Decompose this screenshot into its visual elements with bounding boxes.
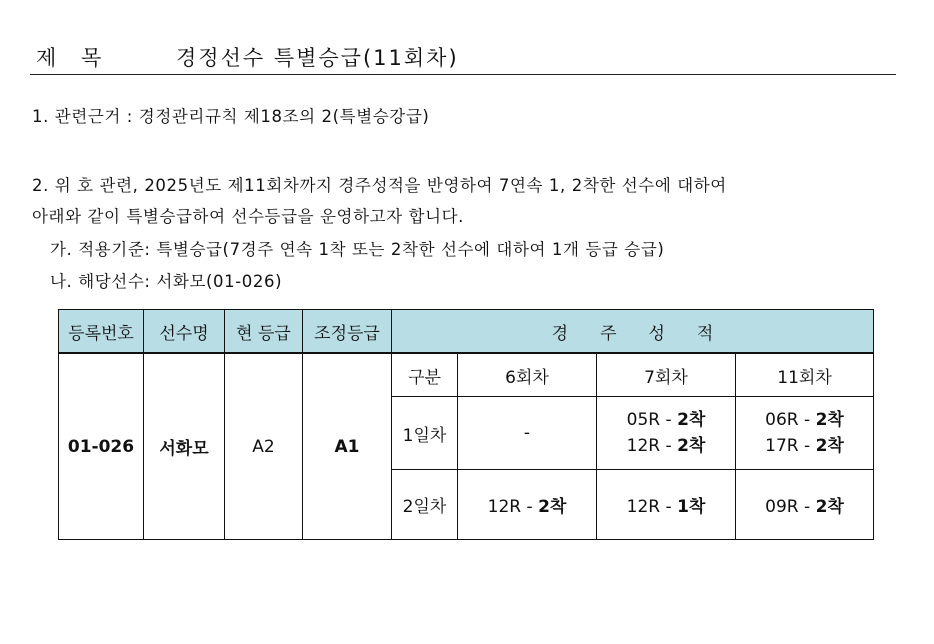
day-1-round-6: - <box>458 397 597 470</box>
header-current-grade: 현 등급 <box>225 310 303 354</box>
purpose-line-2: 아래와 같이 특별승급하여 선수등급을 운영하고자 합니다. <box>32 207 465 226</box>
day-1-label: 1일차 <box>392 397 458 470</box>
document-title <box>30 36 896 75</box>
header-race-results-text: 경주성적 <box>551 323 746 344</box>
promotion-table <box>58 309 874 540</box>
header-reg-no: 등록번호 <box>59 310 144 354</box>
race-result: 17R - 2착 <box>765 436 844 456</box>
header-new-grade: 조정등급 <box>303 310 392 354</box>
header-player-name: 선수명 <box>144 310 225 354</box>
current-grade-cell: A2 <box>225 353 303 540</box>
subheader-round-6: 6회차 <box>458 353 597 397</box>
player-name-cell: 서화모 <box>144 353 225 540</box>
subheader-round-7: 7회차 <box>597 353 736 397</box>
day-2-round-11: 09R - 2착 <box>736 470 874 540</box>
race-result: 12R - 2착 <box>626 436 706 456</box>
subheader-category: 구분 <box>392 353 458 397</box>
reg-no-cell: 01-026 <box>59 353 144 540</box>
basis-line: 1. 관련근거 : 경정관리규칙 제18조의 2(특별승강급) <box>32 107 430 126</box>
day-2-round-7: 12R - 1착 <box>597 470 736 540</box>
race-result: 06R - 2착 <box>765 410 844 430</box>
criteria-line: 가. 적용기준: 특별승급(7경주 연속 1착 또는 2착한 선수에 대하여 1개 등급 승급) <box>50 240 665 259</box>
new-grade-cell: A1 <box>303 353 392 540</box>
title-value: 경정선수 특별승급(11회차) <box>176 46 459 70</box>
day-1-round-11 <box>736 397 874 470</box>
title-label: 제 목 <box>36 46 104 70</box>
purpose-line-1: 2. 위 호 관련, 2025년도 제11회차까지 경주성적을 반영하여 7연속 1, 2착한 선수에 대하여 <box>32 176 727 195</box>
subheader-round-11: 11회차 <box>736 353 874 397</box>
header-race-results <box>392 310 874 354</box>
target-player-line: 나. 해당선수: 서화모(01-026) <box>50 272 283 291</box>
day-2-label: 2일차 <box>392 470 458 540</box>
day-1-round-7 <box>597 397 736 470</box>
day-2-round-6: 12R - 2착 <box>458 470 597 540</box>
race-result: 05R - 2착 <box>626 410 706 430</box>
